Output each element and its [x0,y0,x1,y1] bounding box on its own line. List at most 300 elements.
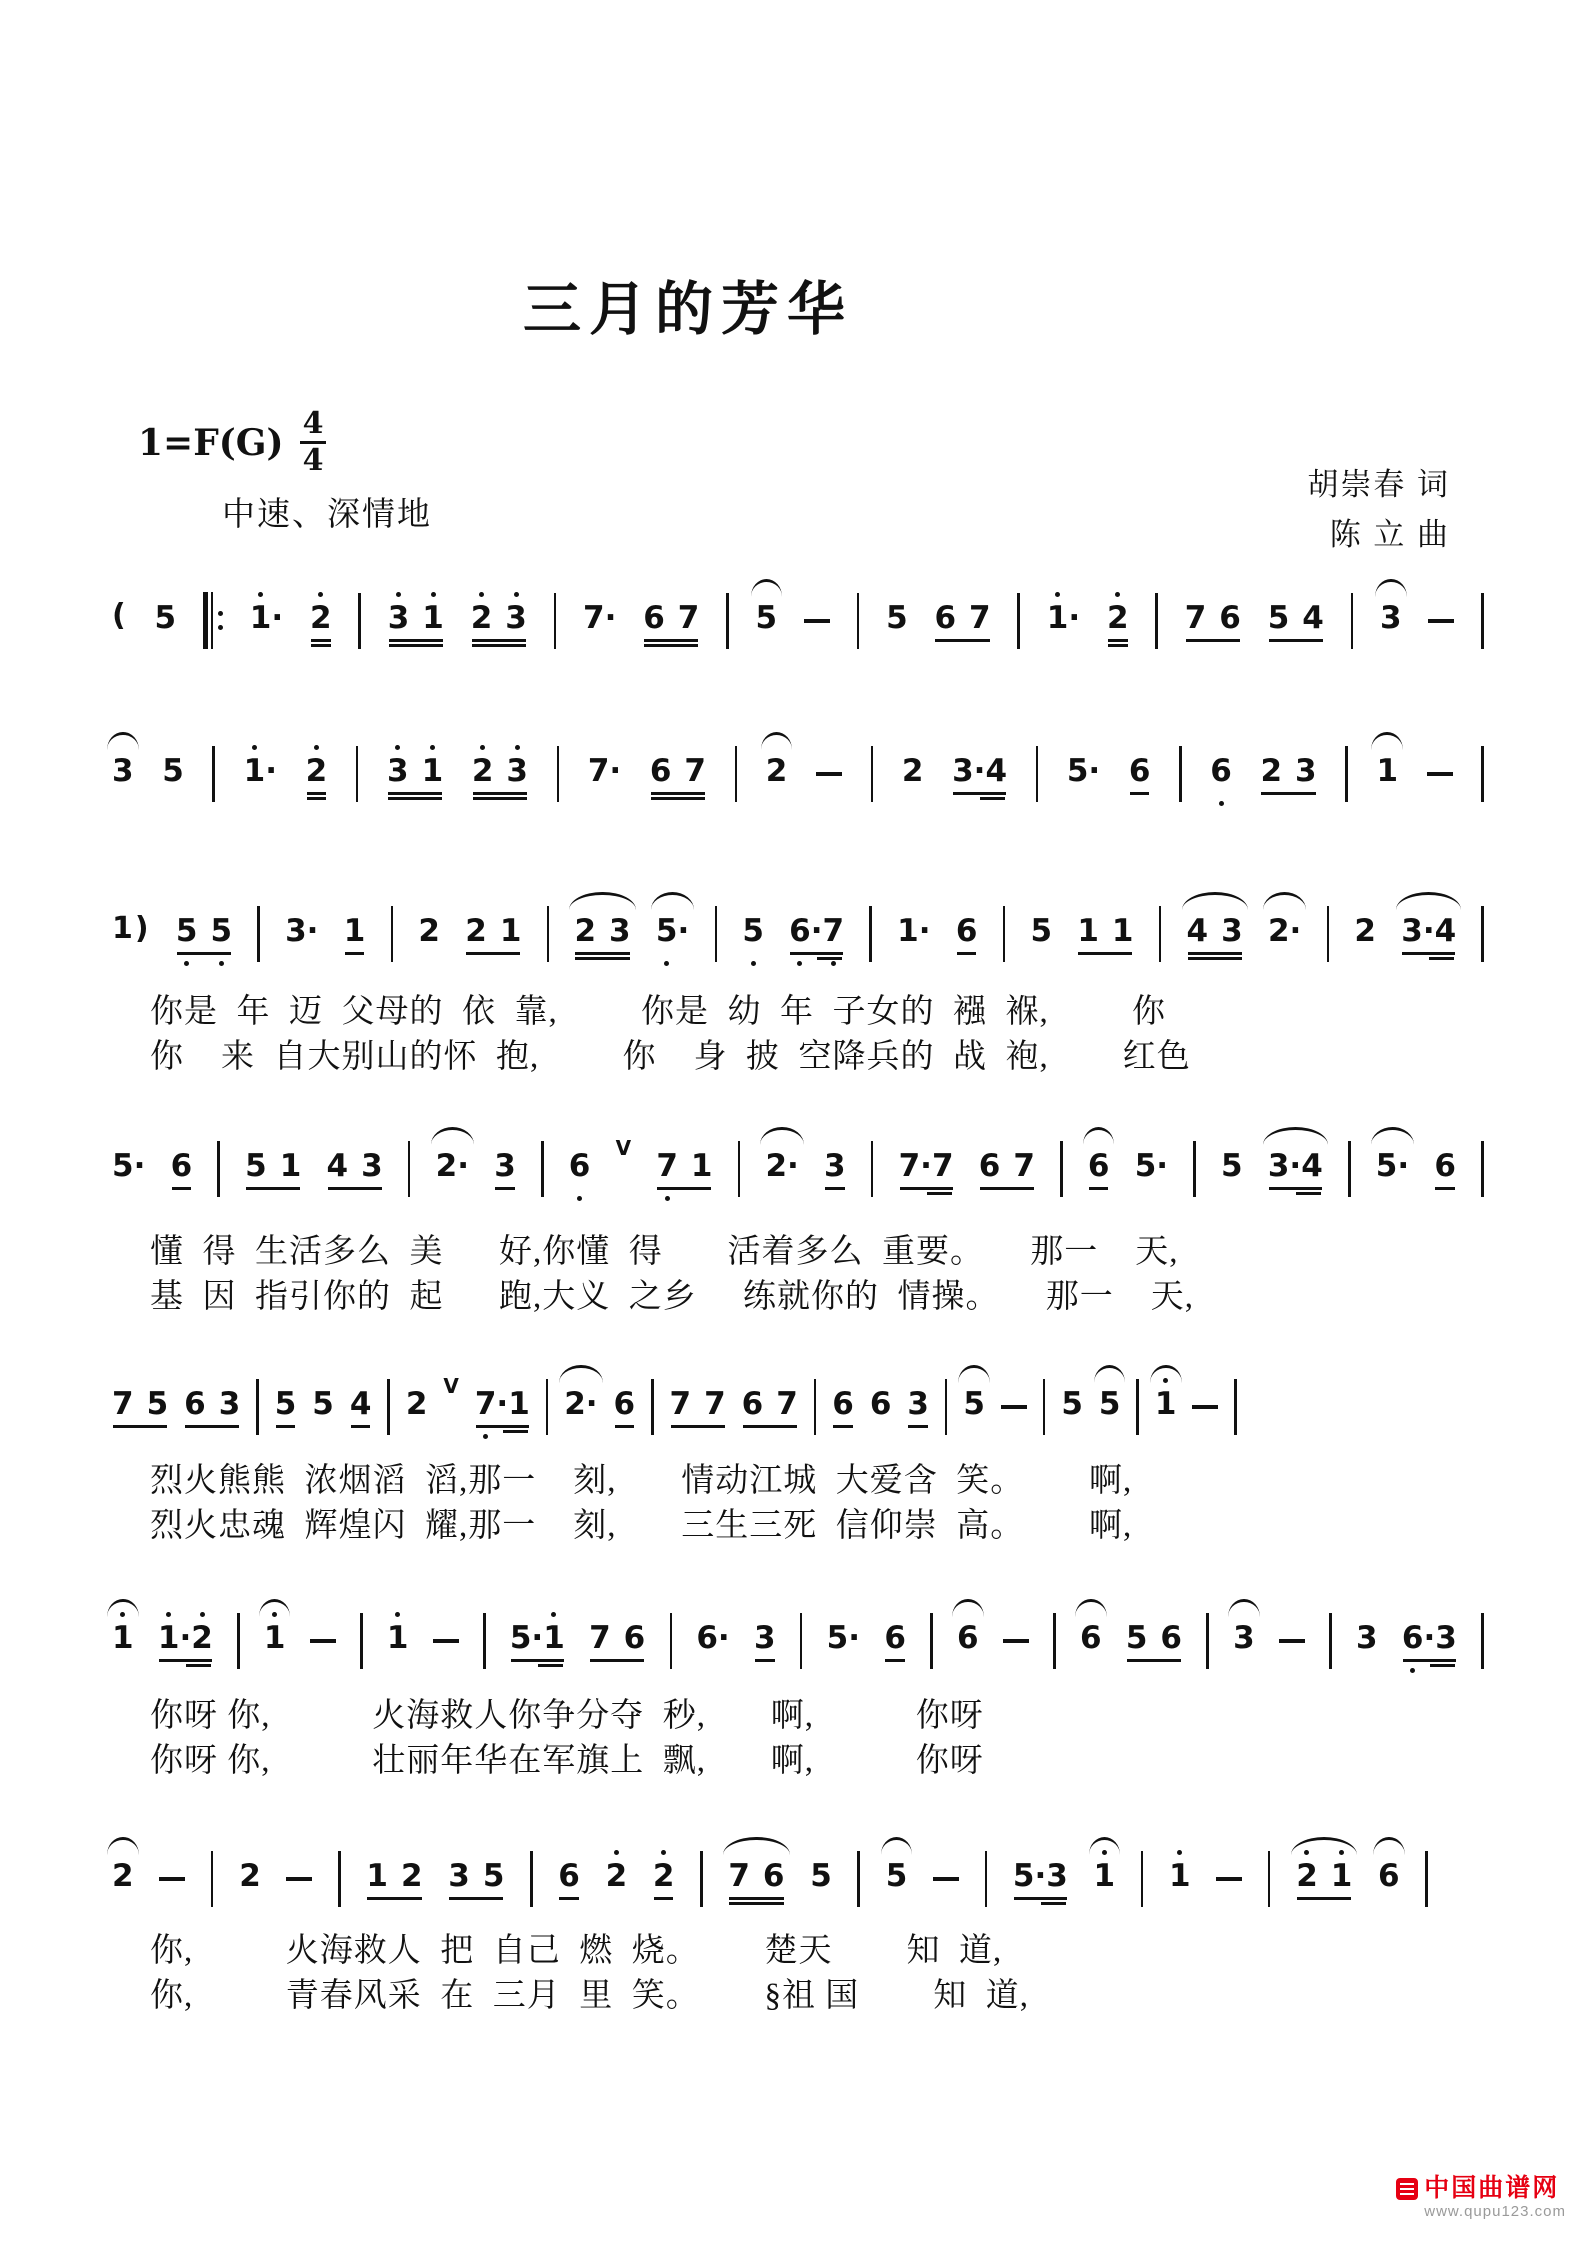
underline-beam [311,644,331,647]
octave-down-dot [831,961,836,966]
note-number [679,1147,690,1185]
octave-up-dot [258,592,263,597]
note-number: 5 [885,1858,908,1894]
underline-beam [790,952,843,955]
note-number: 7 [589,1620,611,1656]
bar-line [1036,746,1039,802]
note-number: 6 [1087,1148,1110,1184]
note-number [1290,599,1301,637]
note-number: 2 [239,1858,261,1894]
note-group [418,905,440,966]
underline-beam [1430,1664,1455,1667]
note-group [899,1140,954,1201]
note-group [1126,1612,1182,1673]
note-number: 6 [558,1858,580,1894]
bar-line [1481,593,1484,649]
watermark-site-name: 中国曲谱网 [1424,2174,1560,2202]
note-group [934,592,990,653]
note-group [1380,592,1402,653]
underline-beam [388,797,442,800]
note-number: 1 [1154,1386,1177,1422]
note-group [239,1850,261,1911]
bar-line [1327,906,1330,962]
note-number: 3 [218,1386,241,1422]
note-number: 4 [326,1148,349,1184]
note-number: 6 [1160,1620,1182,1656]
note-group [1268,1140,1323,1201]
bar-line [211,1851,214,1907]
note-group [176,905,232,966]
note-number: 2 [765,1148,788,1184]
note-number: 7 [684,753,706,789]
underline-beam [538,1664,563,1667]
note-number: 3 [1221,913,1243,949]
note-group [870,1378,892,1439]
note-number: 1 [1093,1858,1116,1894]
note-number [349,1147,360,1185]
octave-up-dot [514,592,519,597]
note-group [1080,1612,1102,1673]
note-number: 6 [1210,753,1232,789]
underline-beam [575,957,629,960]
slur-arc [760,1127,803,1145]
octave-up-dot [252,745,257,750]
octave-down-dot [184,961,189,966]
underline-beam [900,1187,953,1190]
lyrics-row-verse2: 你 来 自大别山的怀 抱, 你 身 披 空降兵的 战 袍, 红色 [150,1039,1191,1075]
bar-line [1481,746,1484,802]
octave-up-dot [614,1850,619,1855]
note-number: 3 [361,1148,383,1184]
note-group [275,1378,297,1439]
watermark-site-url: www.qupu123.com [1424,2203,1566,2220]
note-number: 5 [509,1620,532,1656]
note-group [564,1378,597,1439]
slur-arc [1263,1127,1328,1145]
note-group [1067,745,1100,806]
duration-dash [1216,1877,1242,1881]
note-number: 5 [1066,753,1089,789]
bar-line [1268,1851,1271,1907]
note-number: 5 [1061,1386,1083,1422]
note-number: 5 [162,753,184,789]
slur-arc [881,1837,913,1855]
note-number [135,1385,146,1423]
slur-arc [1371,1127,1414,1145]
note-group [112,1378,168,1439]
note-number: · [265,753,277,789]
music-line-7 [112,1850,1428,1916]
note-number: 6 [978,1148,1001,1184]
note-group [742,905,764,966]
bar-line [530,1851,533,1907]
slur-arc [1094,1365,1126,1383]
note-number: 6 [934,600,957,636]
note-number [1001,1147,1012,1185]
note-number: 1 [1046,600,1069,636]
underline-beam [1186,639,1240,642]
note-group [902,745,924,806]
slur-arc [1083,1127,1115,1145]
slur-arc [952,1599,984,1617]
note-number: 3 [907,1386,929,1422]
duration-dash [804,619,830,623]
bar-line [1136,1379,1139,1435]
note-number: 3 [1233,1620,1255,1656]
note-number: 7 [474,1386,497,1422]
note-group [1260,745,1316,806]
song-title: 三月的芳华 [522,275,853,343]
note-number: 3 [1356,1620,1378,1656]
note-group [832,1378,854,1439]
duration-dash [1428,619,1454,623]
octave-up-dot [479,592,484,597]
note-number: 3 [824,1148,846,1184]
note-number: 1 [279,1148,302,1184]
lyrics-row-verse1: 你呀 你, 火海救人你争分夺 秒, 啊, 你呀 [150,1698,984,1734]
note-number: · [585,1386,598,1422]
octave-up-dot [551,1612,556,1617]
note-group [1434,1140,1456,1201]
music-line-3 [112,905,1484,971]
note-number: 5 [175,913,198,949]
underline-beam [159,1659,212,1662]
note-number: 1 [1330,1858,1353,1894]
underline-beam [388,792,442,795]
note-group [670,1378,726,1439]
note-group [310,592,332,653]
note-number: 3 [1380,600,1402,636]
note-number: 1 [249,600,272,636]
underline-beam [1403,1659,1456,1662]
bar-line [360,1613,363,1669]
note-number: 7 [728,1858,750,1894]
underline-beam [651,797,705,800]
underline-beam [657,1187,711,1190]
note-number [957,599,968,637]
note-number: 5 [655,913,678,949]
slur-arc [1263,892,1306,910]
octave-up-dot [431,592,436,597]
note-group [244,745,277,806]
note-group [1030,905,1052,966]
note-group [1094,1850,1116,1911]
note-number: 6 [568,1148,591,1184]
slur-arc [1150,1365,1182,1383]
note-group [656,905,689,966]
underline-beam [833,1425,853,1428]
note-number: 1 [386,1620,409,1656]
note-number: · [496,1386,509,1422]
note-number: 5 [810,1858,832,1894]
octave-down-dot [483,1434,488,1439]
octave-up-dot [200,1612,205,1617]
note-number: 6 [1434,1148,1456,1184]
note-number: 5 [1267,600,1290,636]
note-number: 2 [765,753,788,789]
note-number: 1 [366,1858,388,1894]
note-number: 6 [1378,1858,1400,1894]
lyrics-row-verse1: 烈火熊熊 浓烟滔 滔,那一 刻, 情动江城 大爱含 笑。 啊, [150,1463,1133,1499]
note-group [897,905,930,966]
underline-beam [654,1897,674,1900]
note-group [957,1612,979,1673]
note-group [827,1612,860,1673]
bar-line [338,1851,341,1907]
note-number: 6 [955,913,978,949]
note-number: 5 [1125,1620,1148,1656]
note-number: 1 [1376,753,1399,789]
note-group [1088,1140,1110,1201]
note-number: · [973,753,986,789]
note-number: 6 [884,1620,906,1656]
slur-arc [431,1127,474,1145]
note-number: 5 [482,1858,505,1894]
note-number [493,599,504,637]
note-group [1107,592,1129,653]
duration-dash [933,1877,959,1881]
note-group [979,1140,1035,1201]
note-number: · [1088,753,1101,789]
underline-beam [575,952,629,955]
note-number: 7 [587,753,610,789]
note-group [583,592,616,653]
note-number: 4 [349,1386,372,1422]
note-number: 5 [1030,913,1053,949]
slur-arc [569,892,635,910]
note-group [1401,905,1456,966]
note-number: 3 [753,1620,776,1656]
note-number: 3 [494,1148,516,1184]
time-signature [300,408,327,477]
slur-arc [107,732,139,750]
duration-dash [1427,772,1453,776]
underline-beam [1188,952,1242,955]
underline-beam [367,1897,421,1900]
slur-arc [1375,579,1407,597]
note-number: 3 [387,753,409,789]
note-number: · [457,1148,470,1184]
underline-beam [1089,1187,1109,1190]
note-group [448,1850,504,1911]
note-number: 2 [470,600,493,636]
octave-up-dot [395,745,400,750]
note-group [312,1378,334,1439]
note-number: 5 [112,1148,134,1184]
note-number: 1 [243,753,266,789]
octave-up-dot [166,1612,171,1617]
bar-line [1043,1379,1046,1435]
slur-arc [1291,1837,1357,1855]
note-number: · [677,913,690,949]
bar-line [800,1613,803,1669]
note-number: 2 [309,600,332,636]
lyrics-row-verse2: 基 因 指引你的 起 跑,大义 之乡 练就你的 情操。 那一 天, [150,1279,1194,1315]
note-group [589,1612,645,1673]
bar-line [1141,1851,1144,1907]
note-number [764,1385,775,1423]
note-group [1268,905,1301,966]
underline-beam [980,797,1005,800]
underline-beam [1269,639,1323,642]
underline-beam [185,1425,239,1428]
note-number [410,599,421,637]
bar-line [1060,1141,1063,1197]
music-line-5 [112,1374,1237,1444]
note-group [1129,745,1151,806]
slur-arc [1396,892,1461,910]
underline-beam [307,792,327,795]
bar-line [1003,906,1006,962]
note-number: 6 [789,913,811,949]
note-number [389,1857,400,1895]
note-number: 1 [1077,913,1099,949]
underline-beam [1297,1897,1351,1900]
note-number: 2 [191,1620,213,1656]
note-group [588,745,621,806]
note-number: 7 [969,600,991,636]
note-group [696,1612,729,1673]
underline-beam [644,639,698,642]
note-number: 6 [613,1386,636,1422]
note-number [268,1147,279,1185]
underline-beam [1078,952,1132,955]
duration-dash [1003,1639,1029,1643]
note-number: 3 [387,600,410,636]
note-group [1185,592,1241,653]
note-number [471,1857,482,1895]
underline-beam [449,1897,503,1900]
underline-beam [1014,1897,1067,1900]
bar-line [930,1613,933,1669]
underline-beam [825,1187,845,1190]
note-number: 6 [1079,1620,1102,1656]
note-number: 1 [508,1386,530,1422]
note-group [656,1140,712,1201]
underline-beam [1269,1187,1322,1190]
note-group [963,1378,985,1439]
octave-up-dot [480,745,485,750]
note-group [1047,592,1080,653]
underline-beam [1296,1192,1321,1195]
note-number: 7 [776,1386,798,1422]
note-number: 1 [690,1148,713,1184]
note-number: 2 [574,913,597,949]
note-number: · [848,1620,861,1656]
note-number: 4 [1301,1148,1323,1184]
note-group [1135,1140,1168,1201]
note-group [472,745,528,806]
note-number: 5 [886,600,908,636]
note-group [155,592,177,653]
duration-dash [816,772,842,776]
note-group [754,1612,776,1673]
bar-line [1481,1141,1484,1197]
octave-up-dot [1055,592,1060,597]
note-group [756,592,778,653]
underline-beam [817,957,842,960]
note-group [158,1612,213,1673]
note-number: 5 [146,1386,169,1422]
bar-line [1179,746,1182,802]
bar-line [651,1379,654,1435]
note-group [952,745,1007,806]
slur-arc [723,1837,789,1855]
note-group [350,1378,372,1439]
note-number: · [1289,913,1302,949]
note-number: 7 [656,1148,678,1184]
note-group [653,1850,675,1911]
note-number: 6 [956,1620,979,1656]
note-group [956,905,978,966]
note-number: 5 [274,1386,297,1422]
watermark [1396,2176,1566,2219]
note-number: 1 [1111,913,1134,949]
slur-arc [559,1365,602,1383]
underline-beam [389,639,443,642]
underline-beam [908,1425,928,1428]
underline-beam [1402,952,1455,955]
note-number: 5 [755,600,778,636]
underline-beam [885,1659,905,1662]
note-group [1169,1850,1191,1911]
note-group [465,905,521,966]
note-number: 6 [762,1858,785,1894]
bar-line [738,1141,741,1197]
bar-line [1329,1613,1332,1669]
note-group [388,592,444,653]
note-group [510,1612,565,1673]
note-group [810,1850,832,1911]
note-number: 7 [898,1148,921,1184]
note-number [1207,599,1218,637]
note-group [1155,1378,1177,1439]
tempo-marking: 中速、深情地 [222,497,432,533]
lyricist-credit: 胡崇春 词 [1307,467,1450,502]
note-number: 5 [210,913,233,949]
note-group [1356,1612,1378,1673]
lyrics-row-verse2: 你, 青春风采 在 三月 里 笑。 §祖 国 知 道, [150,1978,1029,2014]
bar-line [735,746,738,802]
bar-line [1345,746,1348,802]
note-group [574,905,630,966]
note-group [112,1850,134,1911]
duration-dash [310,1639,336,1643]
note-number: 2 [1354,913,1376,949]
underline-beam [980,1187,1034,1190]
note-number: · [609,753,622,789]
bar-line [408,1141,411,1197]
bar-line [869,906,872,962]
bar-line [1017,593,1020,649]
qupu-logo-icon [1396,2178,1418,2200]
note-group [184,1378,240,1439]
underline-beam [957,952,977,955]
lyrics-row-verse1: 懂 得 生活多么 美 好,你懂 得 活着多么 重要。 那一 天, [150,1234,1179,1270]
slur-arc [1182,892,1248,910]
underline-beam [311,639,331,642]
slur-arc [107,1837,139,1855]
note-group [1013,1850,1068,1911]
music-line-6 [112,1612,1484,1678]
slur-arc [1373,1837,1405,1855]
note-number: 6 [741,1386,764,1422]
underline-beam [1108,639,1128,642]
bar-line [700,1851,703,1907]
underline-beam [476,1425,529,1428]
bar-line [1234,1379,1237,1435]
underline-beam [1041,1902,1066,1905]
